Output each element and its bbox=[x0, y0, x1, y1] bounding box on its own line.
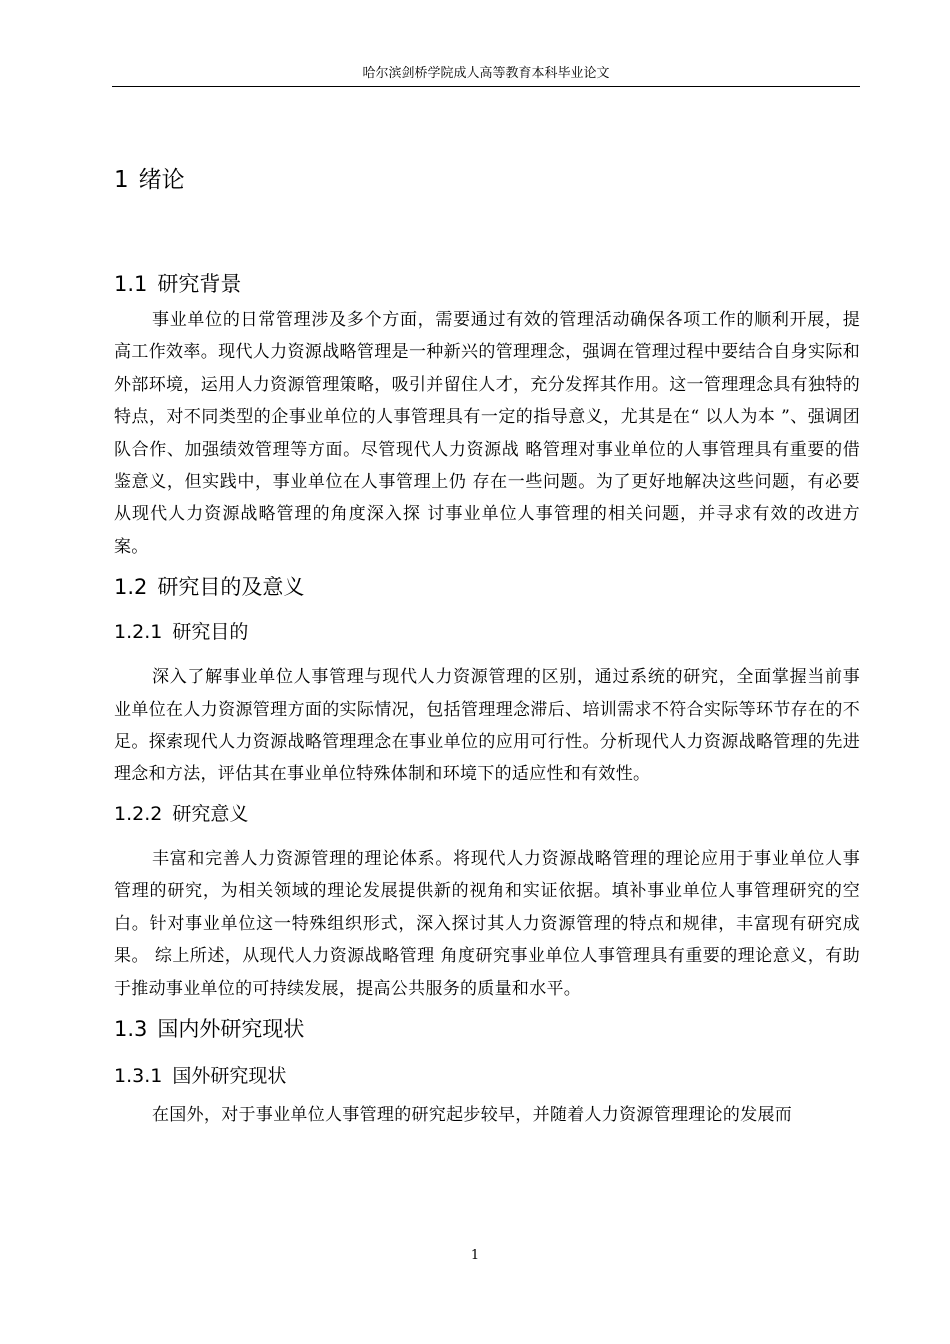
subsection-title: 国外研究现状 bbox=[172, 1064, 287, 1087]
section-number: 1.1 bbox=[114, 272, 148, 296]
section-number: 1.2 bbox=[114, 575, 148, 600]
page-number: 1 bbox=[470, 1248, 480, 1263]
subsection-number: 1.2.2 bbox=[114, 802, 163, 825]
paragraph-foreign-research: 在国外，对于事业单位人事管理的研究起步较早，并随着人力资源管理理论的发展而 bbox=[152, 1104, 793, 1125]
subsection-number: 1.3.1 bbox=[114, 1064, 163, 1087]
subsection-number: 1.2.1 bbox=[114, 621, 163, 644]
section-heading-1-1 bbox=[114, 264, 860, 304]
section-heading-1-2 bbox=[114, 567, 860, 607]
section-heading-1-3 bbox=[114, 1009, 860, 1049]
chapter-number: 1 bbox=[114, 167, 129, 193]
section-number: 1.3 bbox=[114, 1016, 148, 1041]
subsection-heading-1-2-2 bbox=[114, 793, 860, 835]
section-title: 研究背景 bbox=[157, 272, 242, 296]
section-title: 国内外研究现状 bbox=[157, 1016, 305, 1041]
subsection-title: 研究目的 bbox=[172, 621, 249, 644]
paragraph-research-purpose: 深入了解事业单位人事管理与现代人力资源管理的区别，通过系统的研究，全面掌握当前事业单位在人力资源管理方面的实际情况，包括管理理念滞后、培训需求不符合实际等环节存在的不足。探索现代人力资源战略管理理念在事业单位的应用可行性。分析现代人力资源战略管理的先进理念和方法，评估其在事业单位特殊体制和环境下的适应性和有效性。 bbox=[114, 667, 860, 785]
section-title: 研究目的及意义 bbox=[157, 575, 305, 600]
page-body bbox=[114, 150, 860, 1131]
chapter-title: 绪论 bbox=[138, 167, 185, 193]
subsection-heading-1-2-1 bbox=[114, 611, 860, 653]
running-header: 哈尔滨剑桥学院成人高等教育本科毕业论文 bbox=[362, 66, 610, 81]
subsection-title: 研究意义 bbox=[172, 802, 249, 825]
subsection-heading-1-3-1 bbox=[114, 1055, 860, 1097]
header-divider bbox=[112, 86, 860, 87]
chapter-heading bbox=[114, 150, 860, 210]
paragraph-research-background: 事业单位的日常管理涉及多个方面，需要通过有效的管理活动确保各项工作的顺利开展，提高工作效率。现代人力资源战略管理是一种新兴的管理理念，强调在管理过程中要结合自身实际和外部环境，运用人力资源管理策略，吸引并留住人才，充分发挥其作用。这一管理理念具有独特的特点，对不同类型的企事业单位的人事管理具有一定的指导意义，尤其是在“ 以人为本 ”、强调团队合作、加强绩效管理等方面。尽管现代人力资源战 略管理对事业单位的人事管理具有重要的借鉴意义，但实践中，事业单位在人事管理上仍 存在一些问题。为了更好地解决这些问题，有必要从现代人力资源战略管理的角度深入探 讨事业单位人事管理的相关问题，并寻求有效的改进方案。 bbox=[114, 310, 860, 557]
paragraph-research-significance: 丰富和完善人力资源管理的理论体系。将现代人力资源战略管理的理论应用于事业单位人事管理的研究，为相关领域的理论发展提供新的视角和实证依据。填补事业单位人事管理研究的空白。针对事业单位这一特殊组织形式，深入探讨其人力资源管理的特点和规律，丰富现有研究成果。 综上所述，从现代人力资源战略管理 角度研究事业单位人事管理具有重要的理论意义，有助于推动事业单位的可持续发展，提高公共服务的质量和水平。 bbox=[114, 848, 860, 999]
